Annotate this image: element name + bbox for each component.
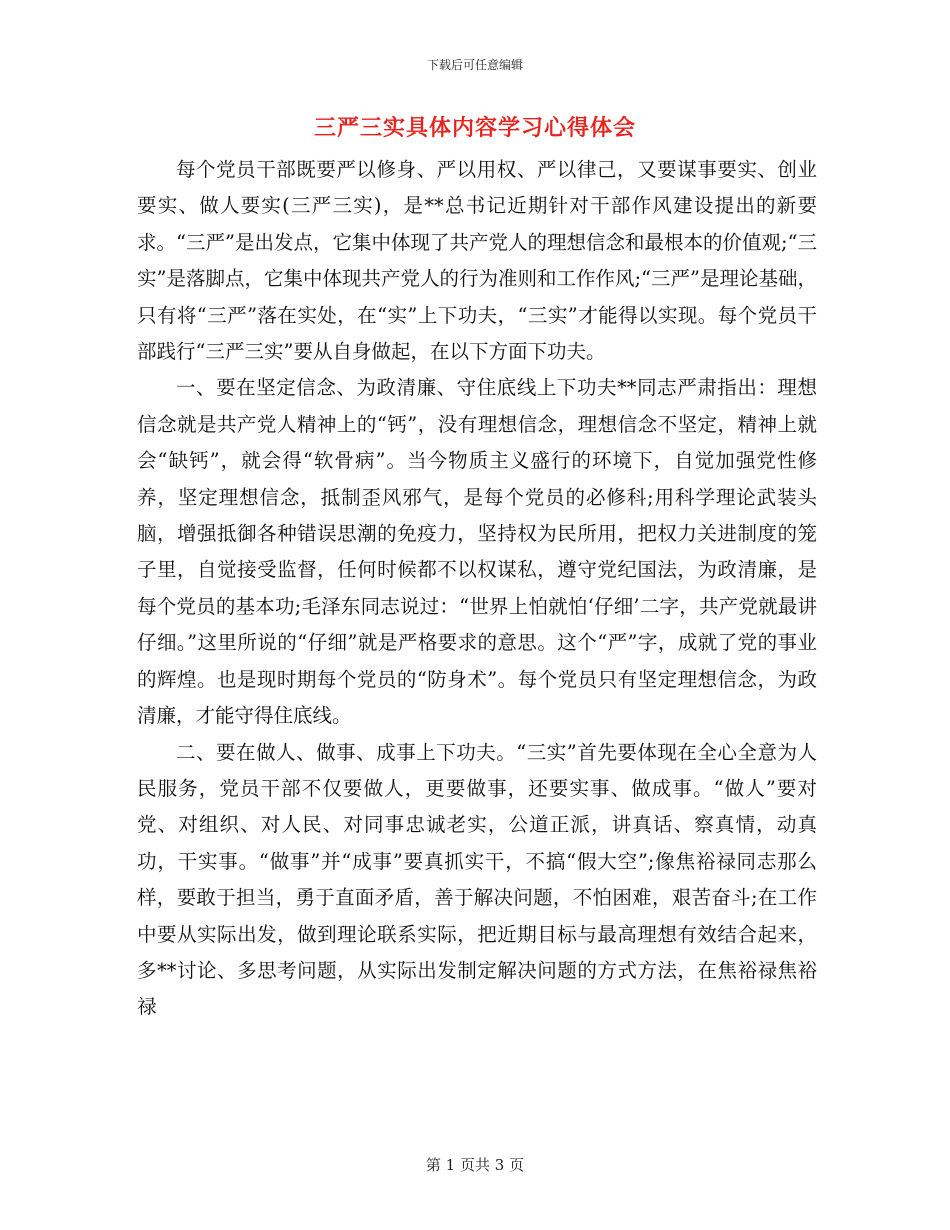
paragraph-intro: 每个党员干部既要严以修身、严以用权、严以律己，又要谋事要实、创业要实、做人要实(三严三实)，是**总书记近期针对干部作风建设提出的新要求。“三严”是出发点，它集中体现了共产党人的理想信念和最根本的价值观;“三实”是落脚点，它集中体现共产党人的行为准则和工作作风;“三严”是理论基础，只有将“三严”落在实处，在“实”上下功夫，“三实”才能得以实现。每个党员干部践行“三严三实”要从自身做起，在以下方面下功夫。	[137, 158, 817, 364]
page-header-note: 下载后可任意编辑	[426, 58, 523, 72]
document-body	[137, 152, 817, 1026]
paragraph-section-one: 一、要在坚定信念、为政清廉、守住底线上下功夫**同志严肃指出：理想信念就是共产党人精神上的“钙”，没有理想信念，理想信念不坚定，精神上就会“缺钙”，就会得“软骨病”。当今物质主义盛行的环境下，自觉加强党性修养，坚定理想信念，抵制歪风邪气，是每个党员的必修科;用科学理论武装头脑，增强抵御各种错误思潮的免疫力，坚持权为民所用，把权力关进制度的笼子里，自觉接受监督，任何时候都不以权谋私，遵守党纪国法，为政清廉，是每个党员的基本功;毛泽东同志说过：“世界上怕就怕‘仔细’二字，共产党就最讲仔细。”这里所说的“仔细”就是严格要求的意思。这个“严”字，成就了党的事业的辉煌。也是现时期每个党员的“防身术”。每个党员只有坚定理想信念，为政清廉，才能守得住底线。	[137, 376, 817, 728]
document-title: 三严三实具体内容学习心得体会	[313, 115, 636, 141]
paragraph-section-two: 二、要在做人、做事、成事上下功夫。“三实”首先要体现在全心全意为人民服务，党员干部不仅要做人，更要做事，还要实事、做成事。“做人”要对党、对组织、对人民、对同事忠诚老实，公道正派，讲真话、察真情，动真功，干实事。“做事”并“成事”要真抓实干，不搞“假大空”;像焦裕禄同志那么样，要敢于担当，勇于直面矛盾，善于解决问题，不怕困难，艰苦奋斗;在工作中要从实际出发，做到理论联系实际，把近期目标与最高理想有效结合起来，多**讨论、多思考问题，从实际出发制定解决问题的方式方法，在焦裕禄焦裕禄	[137, 740, 817, 1019]
page-number-footer: 第 1 页共 3 页	[425, 1156, 525, 1174]
